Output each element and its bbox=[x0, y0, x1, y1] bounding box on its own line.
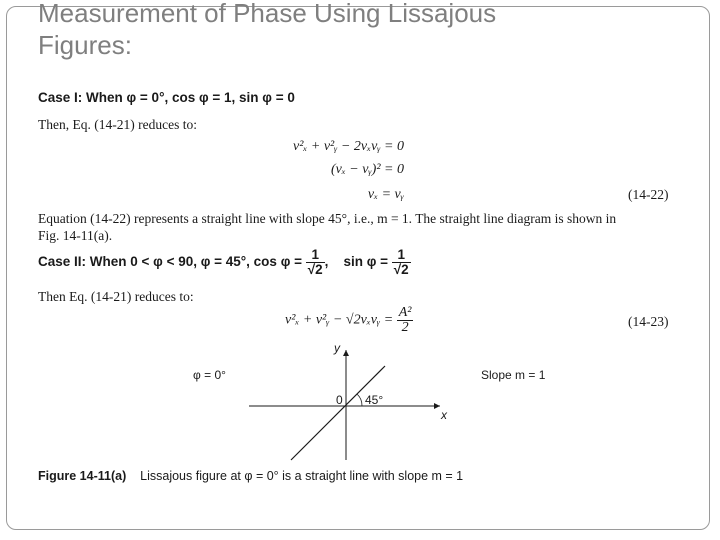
title-line-1: Measurement of Phase Using Lissajous bbox=[38, 0, 497, 28]
case2-intro: Then Eq. (14-21) reduces to: bbox=[38, 289, 194, 304]
case1-heading: Case I: When φ = 0°, cos φ = 1, sin φ = 0 bbox=[38, 90, 295, 105]
case2-heading-prefix: Case II: When 0 < φ < 90, φ = 45°, cos φ = bbox=[38, 254, 302, 270]
sin-fraction-numerator: 1 bbox=[392, 248, 411, 263]
case2-sin-label: sin φ = bbox=[343, 254, 388, 270]
case2-equation-denominator: 2 bbox=[401, 320, 409, 335]
figure-caption bbox=[38, 469, 463, 483]
title-line-2: Figures: bbox=[38, 30, 132, 60]
figure-slope-label: Slope m = 1 bbox=[481, 368, 546, 382]
figure-caption-number: Figure 14-11(a) bbox=[38, 469, 127, 483]
figure-phi-label: φ = 0° bbox=[193, 368, 226, 382]
case1-equation-3: vₓ = vᵧ bbox=[367, 187, 404, 202]
case1-equation-1: v²ₓ + v²ᵧ − 2vₓvᵧ = 0 bbox=[292, 139, 404, 154]
y-axis-label: y bbox=[334, 341, 340, 355]
lissajous-line bbox=[291, 366, 385, 460]
case1-equation-number: (14-22) bbox=[628, 187, 669, 202]
case2-heading: Case II: When 0 < φ < 90, φ = 45°, cos φ = $\frac{1}{√2}$ , sin φ = $\frac{1}{√2}$ bbox=[38, 247, 409, 277]
case1-explanation-line-2: Fig. 14-11(a). bbox=[38, 228, 113, 243]
case2-equation-left: v²ₓ + v²ᵧ − √2vₓvᵧ = bbox=[285, 312, 394, 328]
origin-label: 0 bbox=[336, 393, 343, 407]
case1-intro: Then, Eq. (14-21) reduces to: bbox=[38, 117, 197, 132]
cos-fraction-denominator: √2 bbox=[307, 262, 323, 277]
angle-arc bbox=[357, 394, 362, 406]
case2-equation-number: (14-23) bbox=[628, 314, 669, 329]
case1-equation-2: (vₓ − vᵧ)² = 0 bbox=[330, 162, 404, 177]
x-axis-label: x bbox=[441, 408, 447, 422]
case2-equation-numerator: A² bbox=[398, 305, 412, 320]
figure-caption-text: Lissajous figure at φ = 0° is a straight line with slope m = 1 bbox=[140, 469, 464, 483]
angle-label: 45° bbox=[365, 393, 384, 407]
cos-fraction-numerator: 1 bbox=[306, 248, 325, 263]
case1-explanation-line-1: Equation (14-22) represents a straight line with slope 45°, i.e., m = 1. The straight line diagram is shown in bbox=[38, 211, 617, 226]
sin-fraction-denominator: √2 bbox=[393, 262, 409, 277]
